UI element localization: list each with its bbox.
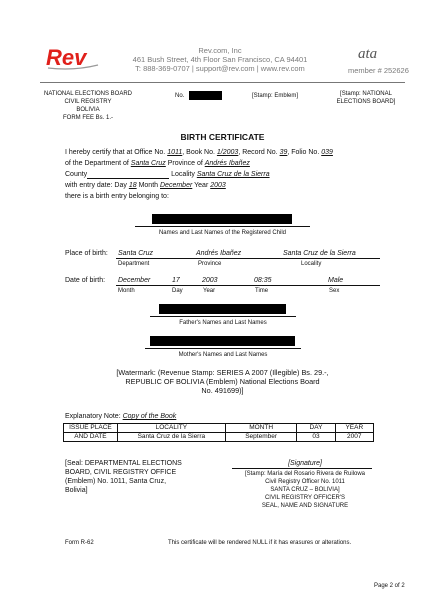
locality-label: Locality <box>171 171 195 178</box>
pob-locality-caption: Locality <box>301 261 322 267</box>
county-label: County <box>65 171 88 178</box>
member-number: member # 252626 <box>348 66 409 75</box>
stamp-emblem: [Stamp: Emblem] <box>252 93 299 99</box>
dob-sex: Male <box>328 277 344 284</box>
seal-line-3: (Emblem) No. 1011, Santa Cruz, <box>65 478 167 485</box>
table-header-year: YEAR <box>335 424 373 433</box>
table-cell-month: September <box>225 433 297 442</box>
dob-year: 2003 <box>202 277 218 284</box>
pob-department: Santa Cruz <box>118 250 154 257</box>
dob-day: 17 <box>172 277 180 284</box>
stamp-national-1: [Stamp: NATIONAL <box>340 91 392 97</box>
department: Santa Cruz <box>130 160 166 167</box>
stamp-signature-4: CIVIL REGISTRY OFFICER'S <box>264 495 346 501</box>
table-header-day: DAY <box>297 424 335 433</box>
dob-month: December <box>118 277 151 284</box>
dob-year-caption: Year <box>203 288 216 294</box>
office-no: 1011 <box>167 149 183 156</box>
null-note: This certificate will be rendered NULL if it has erasures or alterations. <box>168 540 352 546</box>
redacted-child-name <box>152 214 292 224</box>
certify-line-3 <box>65 170 270 179</box>
father-line <box>150 316 296 317</box>
table-row <box>64 433 374 442</box>
header-divider <box>40 82 405 83</box>
ata-logo <box>356 44 396 67</box>
company-contact: T: 888-369-0707 | support@rev.com | www.rev.com <box>135 64 305 73</box>
mother-line <box>145 348 301 349</box>
father-caption: Father's Names and Last Names <box>179 320 267 326</box>
pob-province: Andrés Ibañez <box>196 250 242 257</box>
folio-no: 039 <box>321 149 333 156</box>
stamp-signature-5: SEAL, NAME AND SIGNATURE <box>261 503 349 509</box>
document-title: BIRTH CERTIFICATE <box>180 132 265 142</box>
board-line-1: NATIONAL ELECTIONS BOARD <box>43 91 133 97</box>
certify-line-1: I hereby certify that at Office No. 1011, Book No. 1/2003, Record No. 39, Folio No. 039 <box>65 149 333 156</box>
province: Andrés Ibañez <box>204 160 250 167</box>
pob-department-caption: Department <box>118 261 150 267</box>
redacted-mother-name <box>150 336 295 346</box>
page-number: Page 2 of 2 <box>374 583 405 589</box>
dob-line <box>116 285 380 286</box>
board-line-4: FORM FEE Bs. 1.- <box>62 115 113 121</box>
dob-time: 08:35 <box>254 277 272 284</box>
entry-year: 2003 <box>210 182 226 189</box>
watermark-line-1: [Watermark: (Revenue Stamp: SERIES A 2007 (Illegible) Bs. 29.-, <box>116 368 329 377</box>
entry-day: 18 <box>128 182 137 189</box>
certificate-no-label: No. <box>175 93 185 99</box>
table-cell-year: 2007 <box>335 433 373 442</box>
dob-sex-caption: Sex <box>329 288 340 294</box>
certify-line-4: with entry date: Day 18 Month December Year 2003 <box>65 182 226 189</box>
pob-province-caption: Province <box>198 261 222 267</box>
locality: Santa Cruz de la Sierra <box>196 171 270 178</box>
explanatory-note: Explanatory Note: Copy of the Book <box>65 413 177 420</box>
rev-logo <box>44 44 100 70</box>
board-line-2: CIVIL REGISTRY <box>64 99 112 105</box>
book-no: 1/2003 <box>216 149 239 156</box>
table-cell: AND DATE <box>64 433 118 442</box>
stamp-signature-2: Civil Registry Officer No. 1011 <box>265 479 345 485</box>
seal-line-4: Bolivia] <box>65 487 88 494</box>
seal-line-1: [Seal: DEPARTMENTAL ELECTIONS <box>65 460 182 467</box>
watermark-line-2: REPUBLIC OF BOLIVIA (Emblem) National Elections Board <box>125 377 320 386</box>
redacted-father-name <box>159 304 286 314</box>
certify-line-5: there is a birth entry belonging to: <box>65 193 169 200</box>
stamp-signature-3: SANTA CRUZ – BOLIVIA] <box>270 487 340 493</box>
stamp-signature-1: [Stamp: María del Rosario Rivera de Ruilowa <box>244 471 366 477</box>
svg-text:Rev: Rev <box>46 45 87 70</box>
table-cell-day: 03 <box>297 433 335 442</box>
pob-locality: Santa Cruz de la Sierra <box>283 250 356 257</box>
explanatory-value: Copy of the Book <box>122 413 177 420</box>
seal-line-2: BOARD, CIVIL REGISTRY OFFICE <box>65 469 177 476</box>
board-line-3: BOLIVIA <box>76 107 100 113</box>
mother-caption: Mother's Names and Last Names <box>178 352 268 358</box>
certify-line-2: of the Department of Santa Cruz Province of Andrés Ibañez <box>65 160 250 167</box>
pob-label: Place of birth: <box>65 250 108 257</box>
watermark-line-3: No. 491699)] <box>201 386 244 395</box>
svg-text:ata: ata <box>358 46 378 62</box>
signature-note: [Signature] <box>288 460 322 467</box>
company-name: Rev.com, Inc <box>198 46 242 55</box>
dob-label: Date of birth: <box>65 277 106 284</box>
child-name-line <box>135 226 310 227</box>
issue-table <box>63 423 374 442</box>
entry-month: December <box>160 182 193 189</box>
dob-month-caption: Month <box>118 288 135 294</box>
form-number: Form R-62 <box>65 540 94 546</box>
table-cell-locality: Santa Cruz de la Sierra <box>117 433 225 442</box>
table-header-month: MONTH <box>225 424 297 433</box>
redacted-certificate-number <box>189 91 222 100</box>
signature-line <box>232 468 372 469</box>
record-no: 39 <box>279 149 288 156</box>
dob-time-caption: Time <box>255 288 269 294</box>
table-cell: ISSUE PLACE <box>64 424 118 433</box>
stamp-national-2: ELECTIONS BOARD] <box>336 99 396 105</box>
company-address: 461 Bush Street, 4th Floor San Francisco, CA 94401 <box>132 55 308 64</box>
table-header-locality: LOCALITY <box>117 424 225 433</box>
pob-line <box>116 258 380 259</box>
child-name-caption: Names and Last Names of the Registered Child <box>158 230 287 236</box>
dob-day-caption: Day <box>172 288 183 294</box>
county-blank <box>87 170 169 179</box>
table-row <box>64 424 374 433</box>
